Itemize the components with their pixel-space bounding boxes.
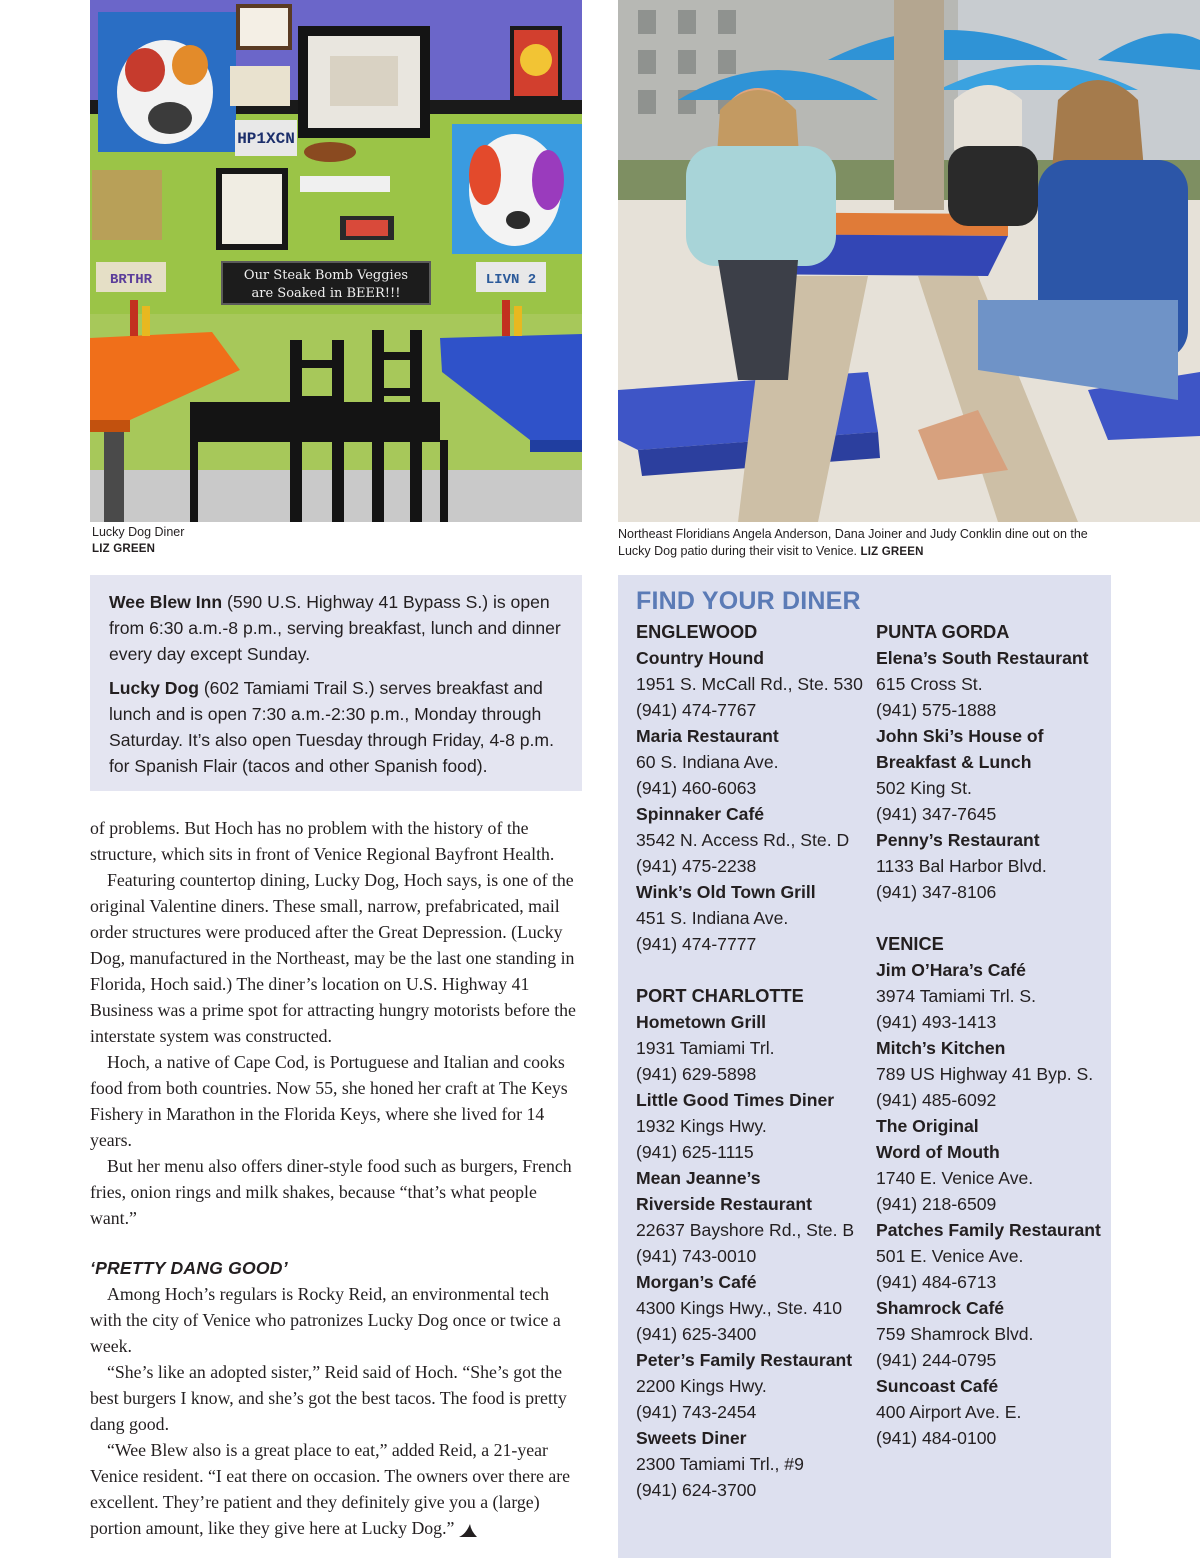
restaurant-name: Country Hound [636,648,765,668]
restaurant-name: Jim O’Hara’s Café [876,960,1026,980]
restaurant-detail: (941) 625-3400 [636,1324,757,1344]
left-photo-caption [92,524,572,558]
restaurant-name: Morgan’s Café [636,1272,757,1292]
caption-text: Northeast Floridians Angela Anderson, Dana Joiner and Judy Conklin dine out on the Lucky Dog patio during their visit to Venice. [618,527,1088,558]
restaurant-detail: 22637 Bayshore Rd., Ste. B [636,1220,855,1240]
plate-text-brthr: BRTHR [109,272,153,288]
caption-text: Lucky Dog Diner [92,525,185,539]
restaurant-detail: 3542 N. Access Rd., Ste. D [636,830,850,850]
restaurant-detail: 1931 Tamiami Trl. [636,1038,775,1058]
section-spacer [636,957,871,983]
restaurant-name: Penny’s Restaurant [876,830,1040,850]
restaurant-detail: 400 Airport Ave. E. [876,1402,1022,1422]
chalk-sign-line-1: Our Steak Bomb Veggies [243,268,409,283]
plate-text-livn: LIVN 2 [485,272,537,288]
restaurant-detail: (941) 244-0795 [876,1350,997,1370]
restaurant-detail: (941) 624-3700 [636,1480,757,1500]
restaurant-detail: 1932 Kings Hwy. [636,1116,767,1136]
restaurant-detail: (941) 484-0100 [876,1428,997,1448]
article-body [90,815,584,1541]
restaurant-detail: (941) 625-1115 [636,1142,754,1162]
restaurant-detail: (941) 460-6063 [636,778,757,798]
right-photo-caption [618,526,1118,561]
info-text: (590 U.S. Highway 41 Bypass S.) is open from 6:30 a.m.-8 p.m., serving breakfast, lunch and dinner every day except Sunday. [109,592,561,664]
restaurant-detail: (941) 347-7645 [876,804,997,824]
article-paragraph: Among Hoch’s regulars is Rocky Reid, an environmental tech with the city of Venice who patronizes Lucky Dog once or twice a week. [90,1284,561,1356]
restaurant-detail: (941) 743-0010 [636,1246,757,1266]
find-your-diner-sidebar [618,575,1111,1558]
hours-info-box [90,575,582,791]
restaurant-detail: (941) 493-1413 [876,1012,997,1032]
restaurant-name: Shamrock Café [876,1298,1005,1318]
chalk-sign-line-2: are Soaked in BEER!!! [251,286,401,301]
article-paragraph: Hoch, a native of Cape Cod, is Portuguese and Italian and cooks food from both countries. Now 55, she honed her craft at The Keys Fishery in Marathon in the Florida Keys, where she lived for 14 years. [90,1052,568,1150]
info-entry [109,675,562,779]
restaurant-detail: (941) 475-2238 [636,856,757,876]
city-heading: ENGLEWOOD [636,622,758,642]
city-heading: PUNTA GORDA [876,622,1010,642]
diner-interior-photo [90,0,582,522]
patio-photo [618,0,1200,522]
restaurant-detail: (941) 485-6092 [876,1090,997,1110]
restaurant-detail: (941) 474-7777 [636,934,757,954]
restaurant-detail: (941) 347-8106 [876,882,997,902]
restaurant-name: Riverside Restaurant [636,1194,813,1214]
city-heading: PORT CHARLOTTE [636,986,804,1006]
restaurant-name: Hometown Grill [636,1012,767,1032]
restaurant-name: Word of Mouth [876,1142,1000,1162]
restaurant-detail: 3974 Tamiami Trl. S. [876,986,1037,1006]
section-spacer [876,905,1111,931]
restaurant-name: Lucky Dog [109,678,199,698]
article-paragraph: Featuring countertop dining, Lucky Dog, Hoch says, is one of the original Valentine diners. These small, narrow, prefabricated, mail order structures were produced after the Great Depression. (Lucky Dog, manufactured in the Northeast, may be the last one standing in Florida, Hoch said.) The diner’s location on U.S. Highway 41 Business was a prime spot for attracting hungry motorists before the interstate system was constructed. [90,870,576,1046]
restaurant-name: Maria Restaurant [636,726,779,746]
sidebar-column-left [636,619,871,1503]
plate-text-hp1xcn: HP1XCN [237,130,295,148]
restaurant-detail: 451 S. Indiana Ave. [636,908,789,928]
restaurant-name: Mitch’s Kitchen [876,1038,1006,1058]
photo-credit: LIZ GREEN [92,543,156,555]
info-entry [109,589,562,667]
article-paragraph: “Wee Blew also is a great place to eat,” added Reid, a 21-year Venice resident. “I eat there on occasion. The owners over there are excellent. They’re patient and they definitely give you a (large) portion amount, like they give here at Lucky Dog.” [90,1440,571,1538]
photo-credit: LIZ GREEN [860,546,924,558]
restaurant-name: Wee Blew Inn [109,592,223,612]
subhead: ‘PRETTY DANG GOOD’ [90,1258,288,1278]
restaurant-name: Peter’s Family Restaurant [636,1350,853,1370]
sidebar-column-right [876,619,1111,1451]
restaurant-detail: 615 Cross St. [876,674,983,694]
sidebar-title: FIND YOUR DINER [636,587,861,615]
article-paragraph: But her menu also offers diner-style food such as burgers, French fries, onion rings and milk shakes, because “that’s what people want.” [90,1156,572,1228]
restaurant-name: Spinnaker Café [636,804,765,824]
article-section-2 [90,1281,584,1541]
restaurant-detail: 60 S. Indiana Ave. [636,752,779,772]
article-paragraph: of problems. But Hoch has no problem with the history of the structure, which sits in front of Venice Regional Bayfront Health. [90,818,555,864]
restaurant-name: Mean Jeanne’s [636,1168,761,1188]
restaurant-detail: (941) 474-7767 [636,700,757,720]
restaurant-detail: 1740 E. Venice Ave. [876,1168,1034,1188]
article-section-1 [90,815,584,1231]
end-mark-icon [458,1522,478,1538]
restaurant-name: John Ski’s House of [876,726,1044,746]
restaurant-name: Suncoast Café [876,1376,999,1396]
restaurant-name: Patches Family Restaurant [876,1220,1101,1240]
restaurant-detail: 2200 Kings Hwy. [636,1376,767,1396]
restaurant-name: Little Good Times Diner [636,1090,835,1110]
restaurant-detail: 4300 Kings Hwy., Ste. 410 [636,1298,843,1318]
city-heading: VENICE [876,934,944,954]
restaurant-name: Sweets Diner [636,1428,747,1448]
restaurant-detail: 502 King St. [876,778,972,798]
restaurant-name: Elena’s South Restaurant [876,648,1089,668]
restaurant-detail: 2300 Tamiami Trl., #9 [636,1454,804,1474]
restaurant-detail: (941) 629-5898 [636,1064,757,1084]
restaurant-detail: 1133 Bal Harbor Blvd. [876,856,1047,876]
restaurant-detail: 789 US Highway 41 Byp. S. [876,1064,1094,1084]
info-text: (602 Tamiami Trail S.) serves breakfast and lunch and is open 7:30 a.m.-2:30 p.m., Monday through Saturday. It’s also open Tuesday through Friday, 4-8 p.m. for Spanish Flair (tacos and other Spanish food). [109,678,554,776]
restaurant-detail: 501 E. Venice Ave. [876,1246,1024,1266]
restaurant-detail: 759 Shamrock Blvd. [876,1324,1034,1344]
restaurant-detail: 1951 S. McCall Rd., Ste. 530 [636,674,863,694]
restaurant-name: Wink’s Old Town Grill [636,882,816,902]
restaurant-detail: (941) 484-6713 [876,1272,997,1292]
article-paragraph: “She’s like an adopted sister,” Reid said of Hoch. “She’s got the best burgers I know, and she’s got the best tacos. The food is pretty dang good. [90,1362,567,1434]
restaurant-detail: (941) 575-1888 [876,700,997,720]
restaurant-detail: (941) 743-2454 [636,1402,757,1422]
restaurant-name: Breakfast & Lunch [876,752,1032,772]
restaurant-detail: (941) 218-6509 [876,1194,997,1214]
restaurant-name: The Original [876,1116,979,1136]
